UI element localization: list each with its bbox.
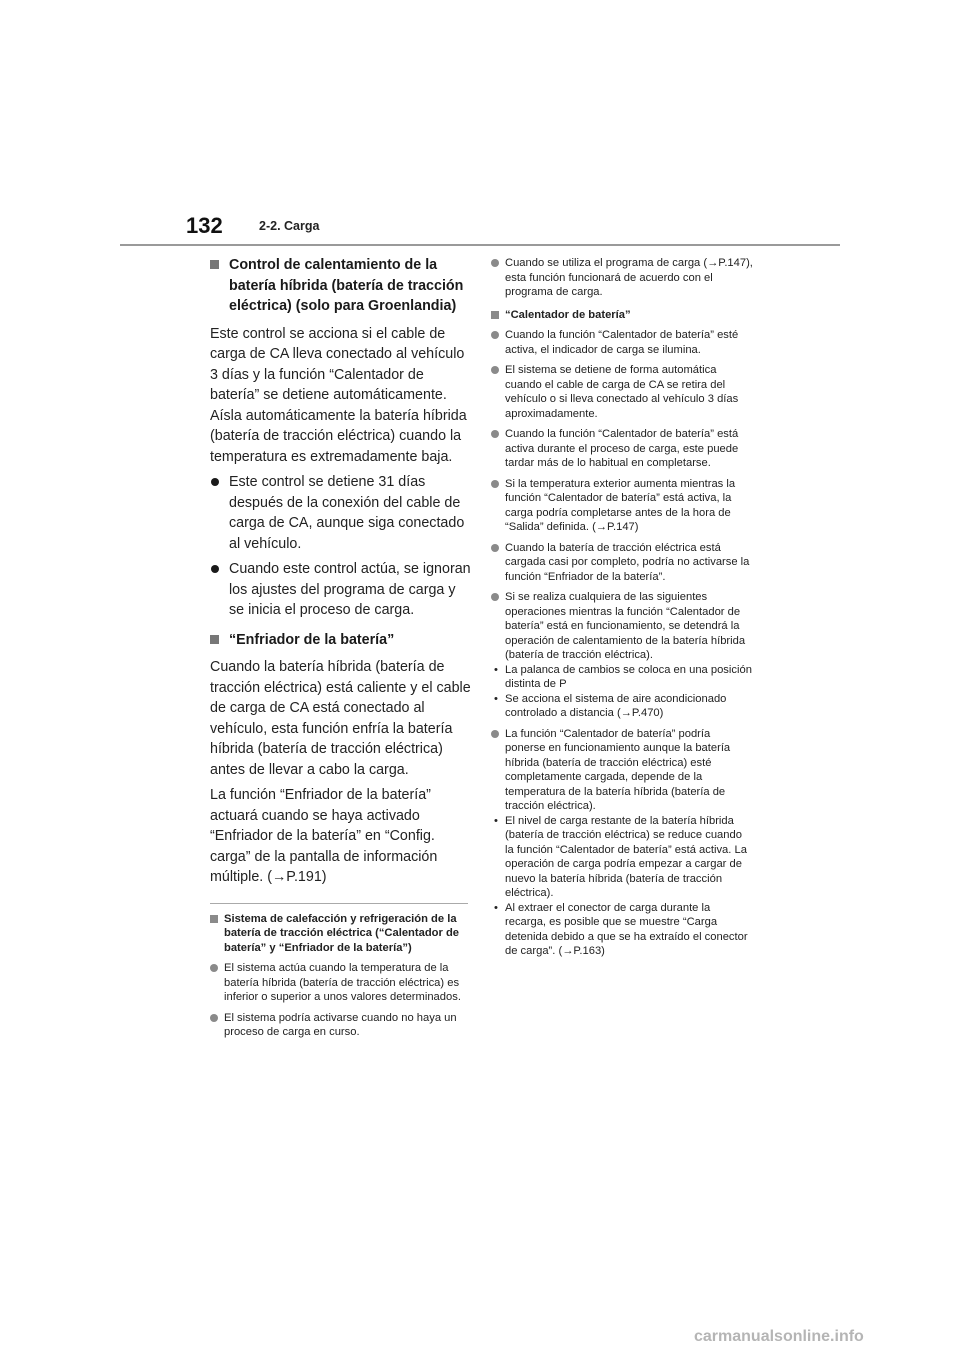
note-bullet-text: El sistema podría activarse cuando no haya un proceso de carga en curso. <box>224 1011 457 1038</box>
dash-bullet-icon: • <box>494 814 498 827</box>
bullet-dot-icon <box>210 964 218 972</box>
note-bullet-text: Si se realiza cualquiera de las siguientes operaciones mientras la función “Calentador de batería” está en funcionamiento, se detendrá la operación de calentamiento de la batería híbrida (batería de tracción eléctrica). <box>505 591 746 661</box>
note-bullet <box>491 256 753 300</box>
note-bullet-text: Si la temperatura exterior aumenta mientras la función “Calentador de batería” está activa, la carga podría completarse antes de la hora de “Salida” definida. (→P.147) <box>505 477 736 533</box>
dash-item <box>491 814 753 901</box>
dash-text: El nivel de carga restante de la batería híbrida (batería de tracción eléctrica) se reduce cuando la función “Calentador de batería” está activa. La operación de carga podría empezar a cargar de nuevo la batería híbrida (batería de tracción eléctrica). <box>505 814 747 899</box>
bullet-dot-icon <box>491 593 499 601</box>
bullet-dot-icon <box>491 259 499 267</box>
watermark: carmanualsonline.info <box>694 1328 864 1345</box>
paragraph: La función “Enfriador de la batería” actuará cuando se haya activado “Enfriador de la batería” en “Config. carga” de la pantalla de información múltiple. (→P.191) <box>210 787 438 885</box>
dash-bullet-icon: • <box>494 901 498 914</box>
note-bullet-text: Cuando la batería de tracción eléctrica está cargada casi por completo, podría no activarse la función “Enfriador de la batería”. <box>505 541 750 583</box>
dash-item <box>491 901 753 959</box>
bullet-dot-icon <box>491 544 499 552</box>
note-bullet-text: Cuando la función “Calentador de batería” esté activa, el indicador de carga se ilumina. <box>505 329 739 356</box>
square-bullet-icon <box>210 635 219 644</box>
dash-text: Se acciona el sistema de aire acondicionado controlado a distancia (→P.470) <box>505 692 727 719</box>
dash-text: Al extraer el conector de carga durante la recarga, es posible que se muestre “Carga detenida debido a que se ha extraído el conector de carga”. (→P.163) <box>505 901 748 957</box>
page-number: 132 <box>186 213 223 238</box>
dash-text: La palanca de cambios se coloca en una posición distinta de P <box>505 663 752 690</box>
note-bullet <box>491 363 753 421</box>
note-bullet <box>491 727 753 814</box>
note-heading-text: Sistema de calefacción y refrigeración de la batería de tracción eléctrica (“Calentador de batería” y “Enfriador de la batería”) <box>224 912 460 954</box>
dash-bullet-icon: • <box>494 692 498 705</box>
note-bullet <box>491 541 753 585</box>
bullet-text: Cuando este control actúa, se ignoran los ajustes del programa de carga y se inicia el proceso de carga. <box>229 561 471 618</box>
heading-text: Control de calentamiento de la batería híbrida (batería de tracción eléctrica) (solo para Groenlandia) <box>229 257 464 314</box>
bullet-dot-icon <box>491 430 499 438</box>
left-column <box>210 255 472 1046</box>
square-bullet-icon <box>210 915 218 923</box>
right-column <box>491 256 753 959</box>
note-bullet <box>491 328 753 357</box>
bullet-dot-icon <box>491 730 499 738</box>
note-bullet <box>491 427 753 471</box>
note-bullet <box>491 477 753 535</box>
note-bullet-text: Cuando se utiliza el programa de carga (→P.147), esta función funcionará de acuerdo con el programa de carga. <box>505 257 753 298</box>
bullet-dot-icon <box>210 1014 218 1022</box>
heading-battery-cooler <box>210 630 472 651</box>
note-bullet <box>491 590 753 663</box>
note-bullet <box>210 961 472 1005</box>
note-bullet-text: El sistema se detiene de forma automática cuando el cable de carga de CA se retira del vehículo o si lleva conectado al vehículo 3 días aproximadamente. <box>505 364 739 420</box>
bullet-dot-icon <box>211 565 219 573</box>
bullet-dot-icon <box>491 366 499 374</box>
note-heading-battery-heater <box>491 308 753 323</box>
paragraph: Este control se acciona si el cable de carga de CA lleva conectado al vehículo 3 días y la función “Calentador de batería” se detiene automáticamente. Aísla automáticamente la batería híbrida (batería de tracción eléctrica) cuando la temperatura es extremadamente baja. <box>210 325 467 465</box>
square-bullet-icon <box>491 311 499 319</box>
section-label: 2-2. Carga <box>259 219 320 233</box>
square-bullet-icon <box>210 260 219 269</box>
dash-item <box>491 663 753 692</box>
heading-text: “Enfriador de la batería” <box>229 631 395 648</box>
bullet-text: Este control se detiene 31 días después de la conexión del cable de carga de CA, aunque siga conectado al vehículo. <box>229 474 465 552</box>
bullet-dot-icon <box>491 331 499 339</box>
note-heading-text: “Calentador de batería” <box>505 308 631 321</box>
paragraph: Cuando la batería híbrida (batería de tracción eléctrica) está caliente y el cable de carga de CA está conectado al vehículo, esta función enfría la batería híbrida (batería de tracción eléctrica) antes de llevar a cabo la carga. <box>210 659 471 778</box>
note-bullet-text: Cuando la función “Calentador de batería” está activa durante el proceso de carga, este puede tardar más de lo habitual en completarse. <box>505 428 739 469</box>
heading-battery-heating-control <box>210 255 472 317</box>
bullet-dot-icon <box>491 480 499 488</box>
dash-item <box>491 692 753 721</box>
bullet-dot-icon <box>211 478 219 486</box>
note-bullet-text: La función “Calentador de batería” podría ponerse en funcionamiento aunque la batería híbrida (batería de tracción eléctrica) esté completamente cargada, depende de la temperatura de la batería híbrida (batería de tracción eléctrica). <box>505 727 731 812</box>
note-divider <box>210 903 468 904</box>
dash-bullet-icon: • <box>494 663 498 676</box>
header-rule <box>120 244 840 246</box>
bullet-item <box>210 559 472 621</box>
note-bullet <box>210 1011 472 1040</box>
note-bullet-text: El sistema actúa cuando la temperatura de la batería híbrida (batería de tracción eléctrica) es inferior o superior a unos valores determinados. <box>224 962 461 1003</box>
bullet-item <box>210 472 472 554</box>
note-heading <box>210 912 472 956</box>
